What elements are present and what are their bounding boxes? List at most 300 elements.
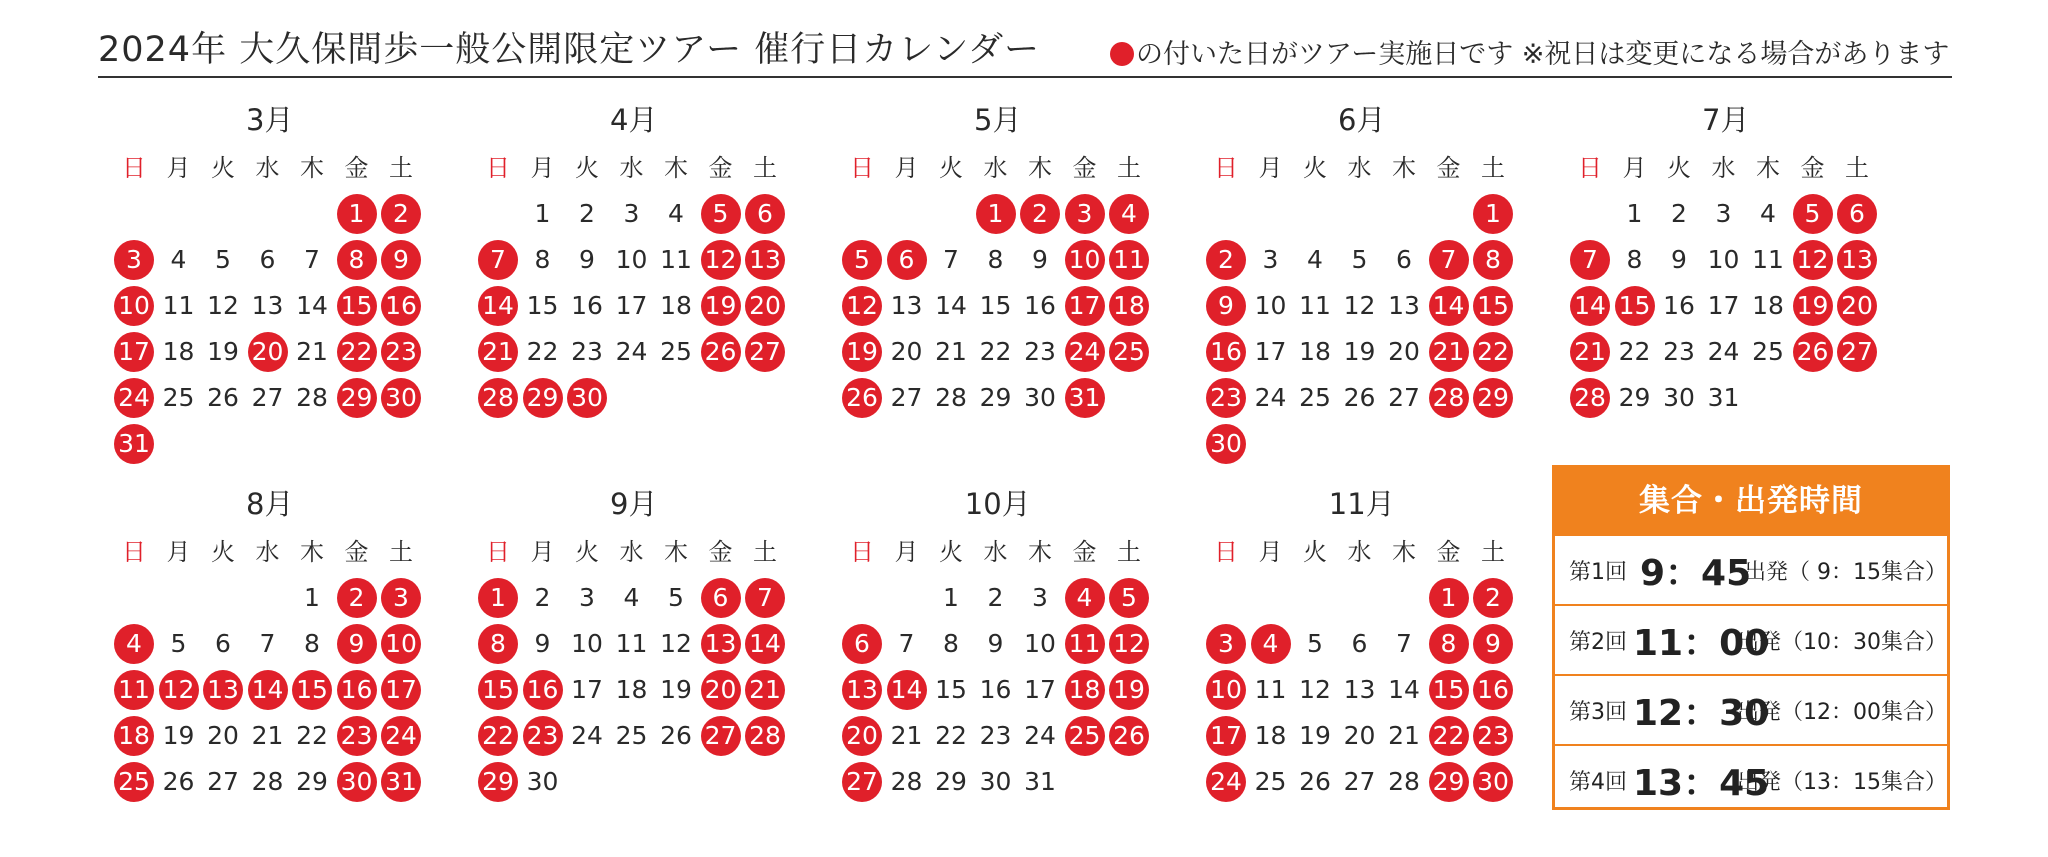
weekday-header: 月 (530, 538, 555, 566)
weekday-header: 金 (1436, 538, 1461, 566)
calendar-day: 20 (1388, 337, 1420, 366)
calendar-day: 19 (1343, 337, 1376, 366)
tour-day: 3 (381, 578, 421, 618)
calendar-day: 27 (251, 383, 284, 412)
weekday-header: 日 (1214, 154, 1238, 182)
tour-day: 1 (1429, 578, 1469, 618)
calendar-day: 12 (1343, 291, 1376, 320)
month-title: 6月 (1338, 103, 1386, 137)
weekday-header: 月 (166, 538, 191, 566)
weekday-header: 火 (939, 154, 963, 182)
calendar-day: 21 (296, 337, 328, 366)
calendar-day: 26 (1343, 383, 1376, 412)
schedule-row (1555, 674, 1947, 744)
weekday-header: 火 (211, 538, 235, 566)
tour-day: 8 (1473, 240, 1513, 280)
tour-day: 5 (701, 194, 741, 234)
calendar-day: 30 (979, 767, 1012, 796)
tour-day: 19 (701, 286, 741, 326)
schedule-time: 9：45 (1640, 552, 1752, 594)
calendar-day: 27 (1388, 383, 1420, 412)
calendar-day: 26 (162, 767, 195, 796)
calendar-day: 9 (534, 629, 551, 658)
calendar-day: 8 (987, 245, 1004, 274)
weekday-header: 金 (708, 154, 733, 182)
schedule-row (1555, 744, 1947, 814)
tour-day: 16 (381, 286, 421, 326)
calendar-day: 8 (1626, 245, 1643, 274)
tour-day: 17 (1065, 286, 1105, 326)
calendar-day: 10 (571, 629, 603, 658)
tour-day: 27 (842, 762, 882, 802)
tour-day: 29 (523, 378, 563, 418)
tour-day: 22 (478, 716, 518, 756)
month-title: 8月 (246, 487, 294, 521)
tour-day: 12 (701, 240, 741, 280)
tour-day: 6 (842, 624, 882, 664)
tour-day: 6 (1837, 194, 1877, 234)
weekday-header: 金 (1436, 154, 1461, 182)
weekday-header: 金 (344, 538, 369, 566)
calendar-day: 25 (1299, 383, 1331, 412)
tour-day: 14 (1429, 286, 1469, 326)
tour-day: 14 (1570, 286, 1610, 326)
tour-day: 11 (114, 670, 154, 710)
weekday-header: 水 (983, 154, 1008, 182)
calendar-day: 25 (660, 337, 692, 366)
tour-day: 16 (523, 670, 563, 710)
weekday-header: 火 (1667, 154, 1691, 182)
tour-day: 7 (1429, 240, 1469, 280)
calendar-day: 13 (1388, 291, 1420, 320)
calendar-day: 19 (660, 675, 692, 704)
tour-day: 23 (337, 716, 377, 756)
tour-day: 14 (887, 670, 927, 710)
calendar-day: 28 (251, 767, 284, 796)
tour-day: 21 (745, 670, 785, 710)
tour-day: 30 (381, 378, 421, 418)
schedule-row (1555, 534, 1947, 604)
tour-day: 24 (1206, 762, 1246, 802)
tour-day: 23 (523, 716, 563, 756)
weekday-header: 火 (939, 538, 963, 566)
calendar-day: 7 (943, 245, 959, 274)
weekday-header: 金 (1072, 538, 1097, 566)
weekday-header: 水 (1347, 538, 1372, 566)
tour-day: 20 (842, 716, 882, 756)
calendar-day: 19 (207, 337, 239, 366)
tour-day: 6 (887, 240, 927, 280)
weekday-header: 日 (122, 154, 146, 182)
calendar-day: 23 (1024, 337, 1056, 366)
tour-day: 3 (114, 240, 154, 280)
calendar-day: 9 (987, 629, 1004, 658)
tour-day: 18 (1109, 286, 1149, 326)
calendar-day: 28 (296, 383, 328, 412)
tour-day: 15 (478, 670, 518, 710)
schedule-round: 第2回 (1569, 629, 1627, 655)
schedule-time: 11：00 (1633, 622, 1770, 664)
tour-day: 15 (1429, 670, 1469, 710)
calendar-day: 20 (890, 337, 923, 366)
weekday-header: 木 (300, 538, 324, 566)
calendar-day: 21 (935, 337, 967, 366)
calendar-day: 26 (1299, 767, 1331, 796)
tour-day: 9 (381, 240, 421, 280)
weekday-header: 土 (389, 538, 413, 566)
calendar-day: 16 (1024, 291, 1056, 320)
tour-day: 12 (1793, 240, 1833, 280)
tour-day: 2 (337, 578, 377, 618)
weekday-header: 水 (619, 154, 644, 182)
calendar-day: 16 (1663, 291, 1695, 320)
weekday-header: 月 (530, 154, 555, 182)
calendar-day: 17 (615, 291, 648, 320)
tour-day: 30 (1473, 762, 1513, 802)
tour-day: 19 (842, 332, 882, 372)
calendar-day: 24 (615, 337, 648, 366)
calendar-day: 19 (162, 721, 195, 750)
weekday-header: 木 (300, 154, 324, 182)
tour-day: 30 (1206, 424, 1246, 464)
month-title: 7月 (1702, 103, 1750, 137)
tour-day: 5 (842, 240, 882, 280)
tour-day: 10 (1065, 240, 1105, 280)
tour-day: 26 (701, 332, 741, 372)
calendar-day: 18 (1254, 721, 1287, 750)
calendar-day: 4 (1760, 199, 1776, 228)
tour-day: 4 (1065, 578, 1105, 618)
calendar-day: 4 (623, 583, 640, 612)
tour-day: 3 (1065, 194, 1105, 234)
calendar-day: 31 (1024, 767, 1056, 796)
calendar-day: 27 (207, 767, 239, 796)
tour-day: 10 (114, 286, 154, 326)
tour-day: 17 (114, 332, 154, 372)
weekday-header: 水 (1711, 154, 1736, 182)
calendar-day: 10 (615, 245, 648, 274)
calendar-day: 6 (215, 629, 231, 658)
calendar-day: 29 (296, 767, 328, 796)
tour-day: 24 (114, 378, 154, 418)
calendar-day: 12 (207, 291, 239, 320)
calendar-day: 29 (935, 767, 967, 796)
calendar-day: 17 (1024, 675, 1056, 704)
calendar-day: 9 (1032, 245, 1048, 274)
tour-day: 1 (976, 194, 1016, 234)
calendar-day: 24 (1254, 383, 1287, 412)
weekday-header: 木 (1392, 538, 1416, 566)
calendar-day: 20 (1343, 721, 1376, 750)
calendar-day: 4 (1307, 245, 1323, 274)
weekday-header: 月 (894, 538, 919, 566)
calendar-day: 23 (979, 721, 1012, 750)
calendar-day: 8 (943, 629, 959, 658)
calendar-day: 4 (170, 245, 187, 274)
tour-day: 2 (381, 194, 421, 234)
calendar-day: 15 (979, 291, 1012, 320)
schedule-time: 12：30 (1633, 692, 1770, 734)
weekday-header: 月 (1258, 538, 1283, 566)
weekday-header: 木 (1028, 538, 1052, 566)
weekday-header: 水 (255, 538, 280, 566)
calendar-day: 8 (534, 245, 551, 274)
calendar-day: 31 (1707, 383, 1740, 412)
tour-day: 25 (1109, 332, 1149, 372)
tour-day: 22 (1473, 332, 1513, 372)
calendar-day: 13 (251, 291, 284, 320)
calendar-day: 14 (1388, 675, 1420, 704)
tour-day: 26 (842, 378, 882, 418)
month-title: 4月 (610, 103, 658, 137)
calendar-day: 17 (571, 675, 603, 704)
tour-day: 29 (478, 762, 518, 802)
tour-day: 13 (203, 670, 243, 710)
calendar-day: 3 (579, 583, 595, 612)
calendar-day: 22 (526, 337, 559, 366)
tour-day: 23 (1206, 378, 1246, 418)
calendar-day: 2 (579, 199, 595, 228)
weekday-header: 火 (211, 154, 235, 182)
calendar-day: 15 (526, 291, 559, 320)
tour-day: 29 (1429, 762, 1469, 802)
calendar-day: 2 (534, 583, 551, 612)
tour-day: 20 (1837, 286, 1877, 326)
calendar-day: 5 (170, 629, 187, 658)
tour-day: 17 (381, 670, 421, 710)
tour-day: 11 (1109, 240, 1149, 280)
tour-day: 14 (478, 286, 518, 326)
calendar-day: 28 (935, 383, 967, 412)
calendar-day: 5 (215, 245, 231, 274)
calendar-day: 14 (296, 291, 328, 320)
tour-day: 17 (1206, 716, 1246, 756)
tour-day: 12 (1109, 624, 1149, 664)
tour-day: 5 (1793, 194, 1833, 234)
calendar-day: 6 (1351, 629, 1368, 658)
tour-day: 20 (745, 286, 785, 326)
tour-day: 28 (1429, 378, 1469, 418)
tour-day: 26 (1109, 716, 1149, 756)
month-title: 9月 (610, 487, 658, 521)
weekday-header: 日 (122, 538, 146, 566)
weekday-header: 火 (1303, 538, 1327, 566)
weekday-header: 木 (664, 154, 688, 182)
schedule-depart: 出発（ 9：15集合） (1744, 559, 1947, 585)
calendar-day: 14 (935, 291, 967, 320)
weekday-header: 土 (1117, 154, 1141, 182)
tour-dot-icon (1110, 42, 1134, 66)
tour-day: 1 (337, 194, 377, 234)
tour-day: 29 (337, 378, 377, 418)
calendar-day: 18 (1299, 337, 1331, 366)
calendar-day: 25 (162, 383, 195, 412)
tour-day: 29 (1473, 378, 1513, 418)
calendar-day: 5 (668, 583, 684, 612)
title-divider (98, 76, 1952, 78)
weekday-header: 金 (1072, 154, 1097, 182)
schedule-title: 集合・出発時間 (1555, 468, 1947, 534)
calendar-day: 26 (660, 721, 692, 750)
weekday-header: 金 (1800, 154, 1825, 182)
calendar-day: 5 (1307, 629, 1323, 658)
tour-day: 9 (1206, 286, 1246, 326)
calendar-day: 25 (615, 721, 648, 750)
weekday-header: 木 (1756, 154, 1780, 182)
calendar-day: 1 (943, 583, 959, 612)
tour-day: 20 (248, 332, 288, 372)
weekday-header: 月 (1622, 154, 1647, 182)
weekday-header: 木 (664, 538, 688, 566)
tour-day: 8 (1429, 624, 1469, 664)
calendar-day: 17 (1707, 291, 1740, 320)
tour-day: 31 (381, 762, 421, 802)
tour-day: 6 (745, 194, 785, 234)
calendar-day: 13 (1343, 675, 1376, 704)
weekday-header: 火 (575, 154, 599, 182)
calendar-day: 3 (1032, 583, 1048, 612)
calendar-day: 30 (1663, 383, 1695, 412)
tour-day: 10 (381, 624, 421, 664)
tour-day: 15 (1473, 286, 1513, 326)
weekday-header: 土 (1481, 154, 1505, 182)
tour-day: 9 (1473, 624, 1513, 664)
tour-day: 25 (1065, 716, 1105, 756)
tour-day: 15 (292, 670, 332, 710)
calendar-day: 30 (1024, 383, 1056, 412)
month-title: 11月 (1328, 487, 1395, 521)
weekday-header: 金 (708, 538, 733, 566)
tour-day: 6 (701, 578, 741, 618)
legend-note (1110, 32, 1949, 71)
tour-day: 22 (1429, 716, 1469, 756)
tour-day: 12 (159, 670, 199, 710)
calendar-day: 12 (660, 629, 692, 658)
weekday-header: 月 (166, 154, 191, 182)
calendar-day: 11 (1752, 245, 1784, 274)
calendar-day: 18 (660, 291, 692, 320)
calendar-day: 19 (1299, 721, 1331, 750)
tour-day: 14 (248, 670, 288, 710)
tour-day: 23 (381, 332, 421, 372)
tour-day: 18 (114, 716, 154, 756)
calendar-day: 25 (1254, 767, 1287, 796)
calendar-day: 9 (579, 245, 595, 274)
tour-day: 11 (1065, 624, 1105, 664)
weekday-header: 水 (983, 538, 1008, 566)
weekday-header: 土 (1845, 154, 1869, 182)
weekday-header: 水 (255, 154, 280, 182)
calendar-day: 10 (1707, 245, 1740, 274)
tour-day: 7 (478, 240, 518, 280)
calendar-day: 29 (979, 383, 1012, 412)
weekday-header: 土 (1481, 538, 1505, 566)
calendar-day: 18 (1752, 291, 1784, 320)
schedule-round: 第4回 (1569, 769, 1627, 795)
weekday-header: 水 (619, 538, 644, 566)
tour-day: 22 (337, 332, 377, 372)
weekday-header: 土 (1117, 538, 1141, 566)
calendar-day: 28 (1388, 767, 1420, 796)
tour-day: 2 (1473, 578, 1513, 618)
calendar-day: 13 (890, 291, 923, 320)
calendar-day: 11 (1254, 675, 1287, 704)
tour-day: 13 (745, 240, 785, 280)
tour-day: 31 (114, 424, 154, 464)
weekday-header: 日 (1214, 538, 1238, 566)
calendar-day: 8 (304, 629, 320, 658)
calendar-day: 24 (571, 721, 603, 750)
calendar-day: 17 (1254, 337, 1287, 366)
calendar-day: 9 (1671, 245, 1687, 274)
calendar-day: 2 (987, 583, 1004, 612)
schedule-row (1555, 604, 1947, 674)
calendar-day: 7 (259, 629, 276, 658)
weekday-header: 水 (1347, 154, 1372, 182)
tour-day: 8 (337, 240, 377, 280)
tour-day: 7 (1570, 240, 1610, 280)
tour-day: 23 (1473, 716, 1513, 756)
calendar-day: 16 (571, 291, 603, 320)
tour-day: 31 (1065, 378, 1105, 418)
tour-day: 24 (381, 716, 421, 756)
calendar-day: 3 (623, 199, 640, 228)
calendar-day: 22 (1618, 337, 1651, 366)
calendar-day: 22 (935, 721, 967, 750)
weekday-header: 火 (575, 538, 599, 566)
calendar-day: 23 (1663, 337, 1695, 366)
schedule-round: 第3回 (1569, 699, 1627, 725)
weekday-header: 月 (1258, 154, 1283, 182)
tour-day: 25 (114, 762, 154, 802)
tour-day: 5 (1109, 578, 1149, 618)
tour-day: 28 (478, 378, 518, 418)
schedule-depart: 出発（10：30集合） (1737, 629, 1947, 655)
weekday-header: 土 (753, 538, 777, 566)
calendar-day: 7 (304, 245, 320, 274)
tour-day: 2 (1206, 240, 1246, 280)
tour-day: 14 (745, 624, 785, 664)
calendar-day: 24 (1707, 337, 1740, 366)
calendar-day: 12 (1299, 675, 1331, 704)
tour-day: 16 (1473, 670, 1513, 710)
tour-day: 19 (1793, 286, 1833, 326)
calendar-day: 1 (1626, 199, 1643, 228)
calendar-day: 15 (935, 675, 967, 704)
tour-day: 8 (478, 624, 518, 664)
weekday-header: 木 (1028, 154, 1052, 182)
weekday-header: 日 (1578, 154, 1602, 182)
calendar-day: 10 (1024, 629, 1056, 658)
calendar-day: 18 (615, 675, 648, 704)
month-title: 10月 (964, 487, 1031, 521)
schedule-depart: 出発（13：15集合） (1737, 769, 1947, 795)
calendar-day: 2 (1671, 199, 1687, 228)
tour-day: 4 (1109, 194, 1149, 234)
tour-day: 13 (701, 624, 741, 664)
calendar-day: 21 (1388, 721, 1420, 750)
calendar-day: 16 (979, 675, 1012, 704)
calendar-day: 11 (162, 291, 195, 320)
calendar-day: 11 (660, 245, 692, 274)
calendar-day: 5 (1351, 245, 1368, 274)
tour-day: 27 (745, 332, 785, 372)
calendar-day: 22 (296, 721, 328, 750)
calendar-day: 27 (890, 383, 923, 412)
calendar-day: 18 (162, 337, 195, 366)
calendar-day: 6 (259, 245, 276, 274)
weekday-header: 日 (486, 538, 510, 566)
